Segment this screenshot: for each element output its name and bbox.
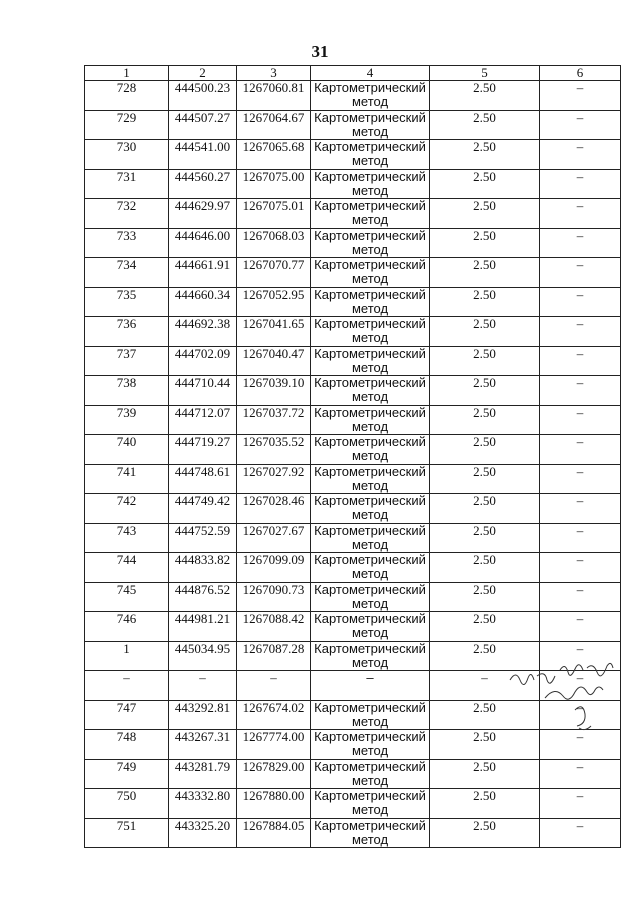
note-cell: – — [540, 81, 621, 111]
method-cell: Картометрический метод — [311, 435, 430, 465]
accuracy-cell: 2.50 — [430, 553, 540, 583]
method-cell: Картометрический метод — [311, 582, 430, 612]
point-number-cell: 749 — [85, 759, 169, 789]
table-row — [85, 582, 621, 612]
accuracy-cell: 2.50 — [430, 287, 540, 317]
note-cell: – — [540, 346, 621, 376]
x-coordinate-cell: 444833.82 — [169, 553, 237, 583]
table-row — [85, 199, 621, 229]
note-cell: – — [540, 169, 621, 199]
note-cell: – — [540, 287, 621, 317]
accuracy-cell: 2.50 — [430, 258, 540, 288]
accuracy-cell: 2.50 — [430, 140, 540, 170]
method-cell: Картометрический метод — [311, 523, 430, 553]
method-cell: Картометрический метод — [311, 641, 430, 671]
y-coordinate-cell: 1267099.09 — [237, 553, 311, 583]
point-number-cell: 742 — [85, 494, 169, 524]
note-cell: – — [540, 759, 621, 789]
point-number-cell: 736 — [85, 317, 169, 347]
note-cell: – — [540, 494, 621, 524]
method-cell: Картометрический метод — [311, 789, 430, 819]
method-cell: Картометрический метод — [311, 287, 430, 317]
point-number-cell: 731 — [85, 169, 169, 199]
x-coordinate-cell: – — [169, 671, 237, 701]
point-number-cell: 751 — [85, 818, 169, 848]
table-row — [85, 405, 621, 435]
table-row — [85, 169, 621, 199]
point-number-cell: 1 — [85, 641, 169, 671]
accuracy-cell: 2.50 — [430, 641, 540, 671]
note-cell: – — [540, 199, 621, 229]
method-cell: Картометрический метод — [311, 405, 430, 435]
x-coordinate-cell: 444712.07 — [169, 405, 237, 435]
point-number-cell: 744 — [85, 553, 169, 583]
note-cell: – — [540, 789, 621, 819]
x-coordinate-cell: 444748.61 — [169, 464, 237, 494]
table-row — [85, 346, 621, 376]
accuracy-cell: – — [430, 671, 540, 701]
table-row — [85, 612, 621, 642]
y-coordinate-cell: 1267829.00 — [237, 759, 311, 789]
table-row — [85, 464, 621, 494]
accuracy-cell: 2.50 — [430, 405, 540, 435]
y-coordinate-cell: 1267064.67 — [237, 110, 311, 140]
table-row — [85, 81, 621, 111]
table-row — [85, 553, 621, 583]
note-cell: – — [540, 464, 621, 494]
y-coordinate-cell: 1267087.28 — [237, 641, 311, 671]
table-row — [85, 376, 621, 406]
point-number-cell: 729 — [85, 110, 169, 140]
x-coordinate-cell: 444660.34 — [169, 287, 237, 317]
y-coordinate-cell: 1267075.00 — [237, 169, 311, 199]
x-coordinate-cell: 444752.59 — [169, 523, 237, 553]
accuracy-cell: 2.50 — [430, 464, 540, 494]
table-row — [85, 228, 621, 258]
accuracy-cell: 2.50 — [430, 523, 540, 553]
method-cell: Картометрический метод — [311, 376, 430, 406]
note-cell: – — [540, 435, 621, 465]
accuracy-cell: 2.50 — [430, 169, 540, 199]
point-number-cell: 750 — [85, 789, 169, 819]
x-coordinate-cell: 444507.27 — [169, 110, 237, 140]
accuracy-cell: 2.50 — [430, 789, 540, 819]
method-cell: Картометрический метод — [311, 199, 430, 229]
note-cell: – — [540, 730, 621, 760]
note-cell: – — [540, 376, 621, 406]
table-header-row — [85, 66, 621, 81]
point-number-cell: 734 — [85, 258, 169, 288]
accuracy-cell: 2.50 — [430, 582, 540, 612]
note-cell: – — [540, 317, 621, 347]
y-coordinate-cell: 1267065.68 — [237, 140, 311, 170]
handwritten-signature — [505, 650, 625, 740]
page-number: 31 — [311, 42, 329, 61]
y-coordinate-cell: 1267068.03 — [237, 228, 311, 258]
note-cell: – — [540, 258, 621, 288]
table-row — [85, 287, 621, 317]
point-number-cell: 730 — [85, 140, 169, 170]
method-cell: Картометрический метод — [311, 81, 430, 111]
point-number-cell: 743 — [85, 523, 169, 553]
accuracy-cell: 2.50 — [430, 759, 540, 789]
note-cell: – — [540, 553, 621, 583]
y-coordinate-cell: 1267674.02 — [237, 700, 311, 730]
x-coordinate-cell: 444661.91 — [169, 258, 237, 288]
x-coordinate-cell: 444702.09 — [169, 346, 237, 376]
x-coordinate-cell: 444981.21 — [169, 612, 237, 642]
accuracy-cell: 2.50 — [430, 199, 540, 229]
x-coordinate-cell: 444541.00 — [169, 140, 237, 170]
method-cell: Картометрический метод — [311, 494, 430, 524]
y-coordinate-cell: 1267039.10 — [237, 376, 311, 406]
x-coordinate-cell: 444560.27 — [169, 169, 237, 199]
accuracy-cell: 2.50 — [430, 435, 540, 465]
x-coordinate-cell: 443267.31 — [169, 730, 237, 760]
y-coordinate-cell: 1267027.92 — [237, 464, 311, 494]
note-cell: – — [540, 671, 621, 701]
method-cell: Картометрический метод — [311, 759, 430, 789]
y-coordinate-cell: 1267880.00 — [237, 789, 311, 819]
x-coordinate-cell: 443325.20 — [169, 818, 237, 848]
column-header: 5 — [430, 66, 540, 81]
method-cell: Картометрический метод — [311, 258, 430, 288]
point-number-cell: 741 — [85, 464, 169, 494]
accuracy-cell: 2.50 — [430, 376, 540, 406]
accuracy-cell: 2.50 — [430, 228, 540, 258]
x-coordinate-cell: 443281.79 — [169, 759, 237, 789]
x-coordinate-cell: 444719.27 — [169, 435, 237, 465]
x-coordinate-cell: 444749.42 — [169, 494, 237, 524]
table-row — [85, 494, 621, 524]
point-number-cell: 746 — [85, 612, 169, 642]
note-cell: – — [540, 405, 621, 435]
table-row — [85, 523, 621, 553]
y-coordinate-cell: 1267052.95 — [237, 287, 311, 317]
method-cell: Картометрический метод — [311, 169, 430, 199]
note-cell: – — [540, 700, 621, 730]
note-cell: – — [540, 582, 621, 612]
method-cell: Картометрический метод — [311, 553, 430, 583]
method-cell: – — [311, 671, 430, 701]
y-coordinate-cell: 1267041.65 — [237, 317, 311, 347]
y-coordinate-cell: 1267040.47 — [237, 346, 311, 376]
table-row — [85, 140, 621, 170]
method-cell: Картометрический метод — [311, 818, 430, 848]
accuracy-cell: 2.50 — [430, 110, 540, 140]
y-coordinate-cell: 1267070.77 — [237, 258, 311, 288]
table-row — [85, 435, 621, 465]
table-row — [85, 789, 621, 819]
y-coordinate-cell: 1267075.01 — [237, 199, 311, 229]
x-coordinate-cell: 443332.80 — [169, 789, 237, 819]
accuracy-cell: 2.50 — [430, 700, 540, 730]
point-number-cell: 748 — [85, 730, 169, 760]
method-cell: Картометрический метод — [311, 700, 430, 730]
method-cell: Картометрический метод — [311, 228, 430, 258]
y-coordinate-cell: 1267884.05 — [237, 818, 311, 848]
y-coordinate-cell: 1267035.52 — [237, 435, 311, 465]
note-cell: – — [540, 110, 621, 140]
x-coordinate-cell: 444500.23 — [169, 81, 237, 111]
accuracy-cell: 2.50 — [430, 81, 540, 111]
y-coordinate-cell: 1267028.46 — [237, 494, 311, 524]
note-cell: – — [540, 641, 621, 671]
table-row — [85, 759, 621, 789]
column-header: 1 — [85, 66, 169, 81]
accuracy-cell: 2.50 — [430, 494, 540, 524]
y-coordinate-cell: 1267037.72 — [237, 405, 311, 435]
accuracy-cell: 2.50 — [430, 317, 540, 347]
y-coordinate-cell: 1267060.81 — [237, 81, 311, 111]
x-coordinate-cell: 444629.97 — [169, 199, 237, 229]
y-coordinate-cell: 1267088.42 — [237, 612, 311, 642]
point-number-cell: 732 — [85, 199, 169, 229]
method-cell: Картометрический метод — [311, 346, 430, 376]
point-number-cell: 738 — [85, 376, 169, 406]
point-number-cell: 739 — [85, 405, 169, 435]
note-cell: – — [540, 523, 621, 553]
method-cell: Картометрический метод — [311, 464, 430, 494]
method-cell: Картометрический метод — [311, 730, 430, 760]
accuracy-cell: 2.50 — [430, 346, 540, 376]
y-coordinate-cell: 1267774.00 — [237, 730, 311, 760]
x-coordinate-cell: 445034.95 — [169, 641, 237, 671]
accuracy-cell: 2.50 — [430, 612, 540, 642]
point-number-cell: 728 — [85, 81, 169, 111]
note-cell: – — [540, 818, 621, 848]
table-row — [85, 110, 621, 140]
point-number-cell: 740 — [85, 435, 169, 465]
column-header: 4 — [311, 66, 430, 81]
column-header: 3 — [237, 66, 311, 81]
point-number-cell: 747 — [85, 700, 169, 730]
x-coordinate-cell: 444710.44 — [169, 376, 237, 406]
y-coordinate-cell: – — [237, 671, 311, 701]
y-coordinate-cell: 1267027.67 — [237, 523, 311, 553]
note-cell: – — [540, 228, 621, 258]
x-coordinate-cell: 443292.81 — [169, 700, 237, 730]
point-number-cell: 733 — [85, 228, 169, 258]
table-row — [85, 258, 621, 288]
method-cell: Картометрический метод — [311, 612, 430, 642]
accuracy-cell: 2.50 — [430, 818, 540, 848]
y-coordinate-cell: 1267090.73 — [237, 582, 311, 612]
point-number-cell: 737 — [85, 346, 169, 376]
accuracy-cell: 2.50 — [430, 730, 540, 760]
method-cell: Картометрический метод — [311, 140, 430, 170]
column-header: 6 — [540, 66, 621, 81]
method-cell: Картометрический метод — [311, 110, 430, 140]
note-cell: – — [540, 140, 621, 170]
x-coordinate-cell: 444692.38 — [169, 317, 237, 347]
method-cell: Картометрический метод — [311, 317, 430, 347]
column-header: 2 — [169, 66, 237, 81]
point-number-cell: – — [85, 671, 169, 701]
point-number-cell: 745 — [85, 582, 169, 612]
x-coordinate-cell: 444646.00 — [169, 228, 237, 258]
note-cell: – — [540, 612, 621, 642]
table-row — [85, 818, 621, 848]
x-coordinate-cell: 444876.52 — [169, 582, 237, 612]
table-row — [85, 317, 621, 347]
point-number-cell: 735 — [85, 287, 169, 317]
